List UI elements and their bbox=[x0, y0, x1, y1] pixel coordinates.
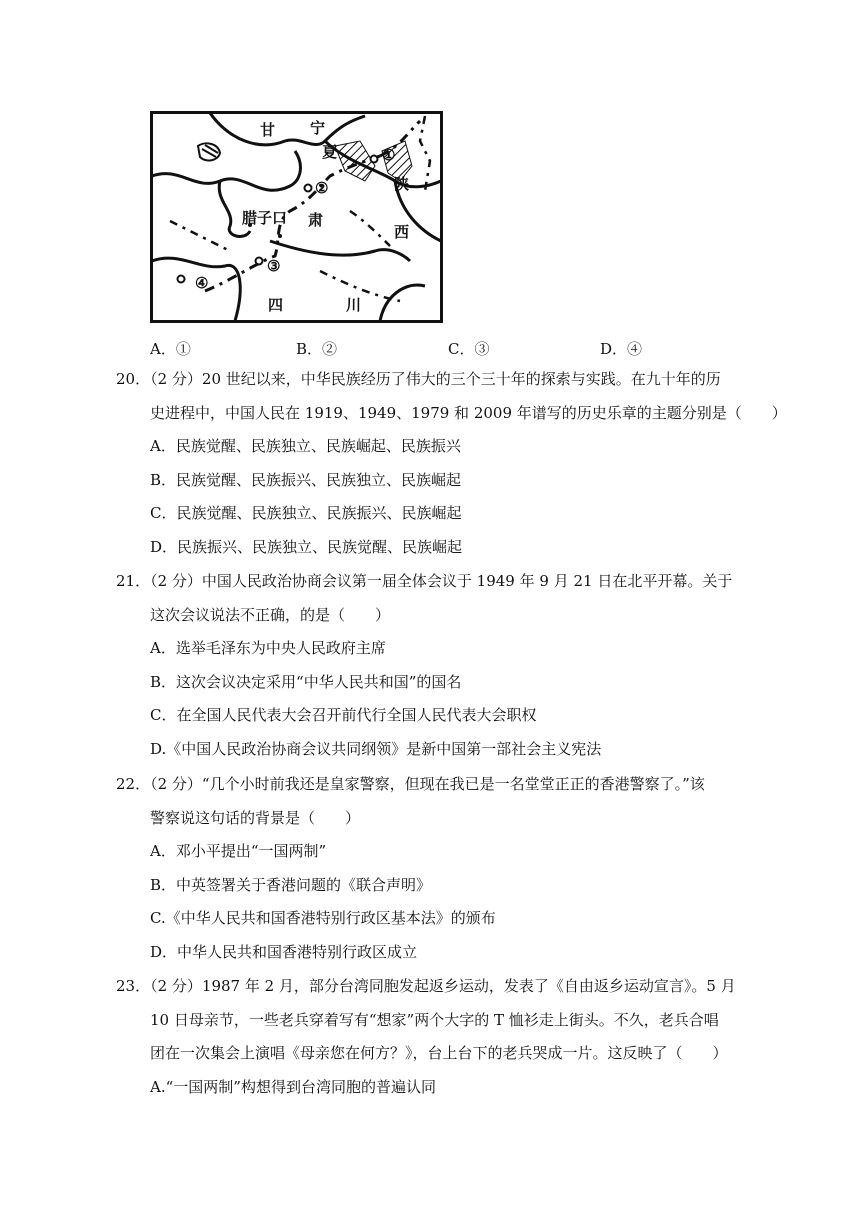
q20-option-d[interactable]: D．民族振兴、民族独立、民族觉醒、民族崛起 bbox=[150, 537, 463, 556]
q20-option-a[interactable]: A．民族觉醒、民族独立、民族崛起、民族振兴 bbox=[150, 437, 461, 455]
q23-stem-line-2: 10 日母亲节，一些老兵穿着写有“想家”两个大字的 T 恤衫走上街头。不久，老兵合唱 bbox=[150, 1010, 719, 1029]
q21-option-b[interactable]: B．这次会议决定采用“中华人民共和国”的国名 bbox=[150, 672, 462, 691]
map-label-chuan: 川 bbox=[346, 296, 362, 314]
map-label-ning: 宁 bbox=[310, 119, 326, 137]
q19-option-b[interactable]: B．② bbox=[296, 340, 338, 358]
q23-stem-line-3: 团在一次集会上演唱《母亲您在何方？》，台上台下的老兵哭成一片。这反映了（ ） bbox=[150, 1044, 728, 1062]
map-marker-2: ② bbox=[315, 179, 329, 197]
map-label-su: 肃 bbox=[308, 211, 324, 229]
q21-option-a[interactable]: A．选举毛泽东为中央人民政府主席 bbox=[150, 639, 386, 657]
question-20 bbox=[116, 363, 787, 564]
q22-option-b[interactable]: B．中英签署关于香港问题的《联合声明》 bbox=[150, 875, 432, 894]
q22-stem-line-1: 22．（2 分）“几个小时前我还是皇家警察，但现在我已是一名堂堂正正的香港警察了。”该 bbox=[116, 775, 705, 793]
map-label-gan: 甘 bbox=[260, 121, 276, 139]
q23-option-a[interactable]: A.“一国两制”构想得到台湾同胞的普遍认同 bbox=[150, 1077, 436, 1096]
q22-option-d[interactable]: D．中华人民共和国香港特别行政区成立 bbox=[150, 942, 418, 961]
q21-option-c[interactable]: C．在全国人民代表大会召开前代行全国人民代表大会职权 bbox=[150, 706, 537, 724]
q22-stem-line-2: 警察说这句话的背景是（ ） bbox=[150, 808, 361, 827]
q22-option-c[interactable]: C.《中华人民共和国香港特别行政区基本法》的颁布 bbox=[150, 909, 496, 927]
map-label-labagou: 腊子口 bbox=[242, 209, 288, 227]
q20-option-b[interactable]: B．民族觉醒、民族振兴、民族独立、民族崛起 bbox=[150, 470, 462, 489]
question-21 bbox=[116, 565, 736, 766]
map-label-shaan: 陕 bbox=[394, 175, 410, 193]
q20-stem-line-2: 史进程中，中国人民在 1919、1949、1979 和 2009 年谱写的历史乐章的主题分别是（ ） bbox=[150, 403, 787, 422]
q20-stem-line-1: 20．（2 分）20 世纪以来，中华民族经历了伟大的三个三十年的探索与实践。在九十年的历 bbox=[116, 370, 721, 388]
q22-option-a[interactable]: A．邓小平提出“一国两制” bbox=[150, 842, 327, 860]
route-map-figure bbox=[150, 111, 443, 323]
q21-stem-line-2: 这次会议说法不正确，的是（ ） bbox=[150, 605, 391, 624]
map-marker-1: ① bbox=[382, 146, 396, 164]
map-label-si: 四 bbox=[268, 296, 284, 314]
map-marker-4: ④ bbox=[195, 274, 209, 292]
map-marker-3: ③ bbox=[267, 257, 281, 275]
q19-option-a[interactable]: A．① bbox=[150, 340, 191, 358]
q21-stem-line-1: 21．（2 分）中国人民政治协商会议第一届全体会议于 1949 年 9 月 21 日在北平开幕。关于 bbox=[116, 572, 733, 590]
q20-option-c[interactable]: C．民族觉醒、民族独立、民族振兴、民族崛起 bbox=[150, 504, 462, 522]
question-22 bbox=[116, 768, 736, 969]
question-23 bbox=[116, 970, 736, 1104]
map-label-xi: 西 bbox=[394, 223, 410, 241]
map-graphic bbox=[150, 111, 443, 323]
q19-option-d[interactable]: D．④ bbox=[600, 340, 643, 358]
q21-option-d[interactable]: D.《中国人民政治协商会议共同纲领》是新中国第一部社会主义宪法 bbox=[150, 739, 602, 758]
q23-stem-line-1: 23．（2 分）1987 年 2 月，部分台湾同胞发起返乡运动，发表了《自由返乡运动宣言》。5 月 bbox=[116, 977, 736, 995]
map-label-xia: 夏 bbox=[322, 143, 338, 161]
q19-option-c[interactable]: C．③ bbox=[448, 340, 490, 358]
